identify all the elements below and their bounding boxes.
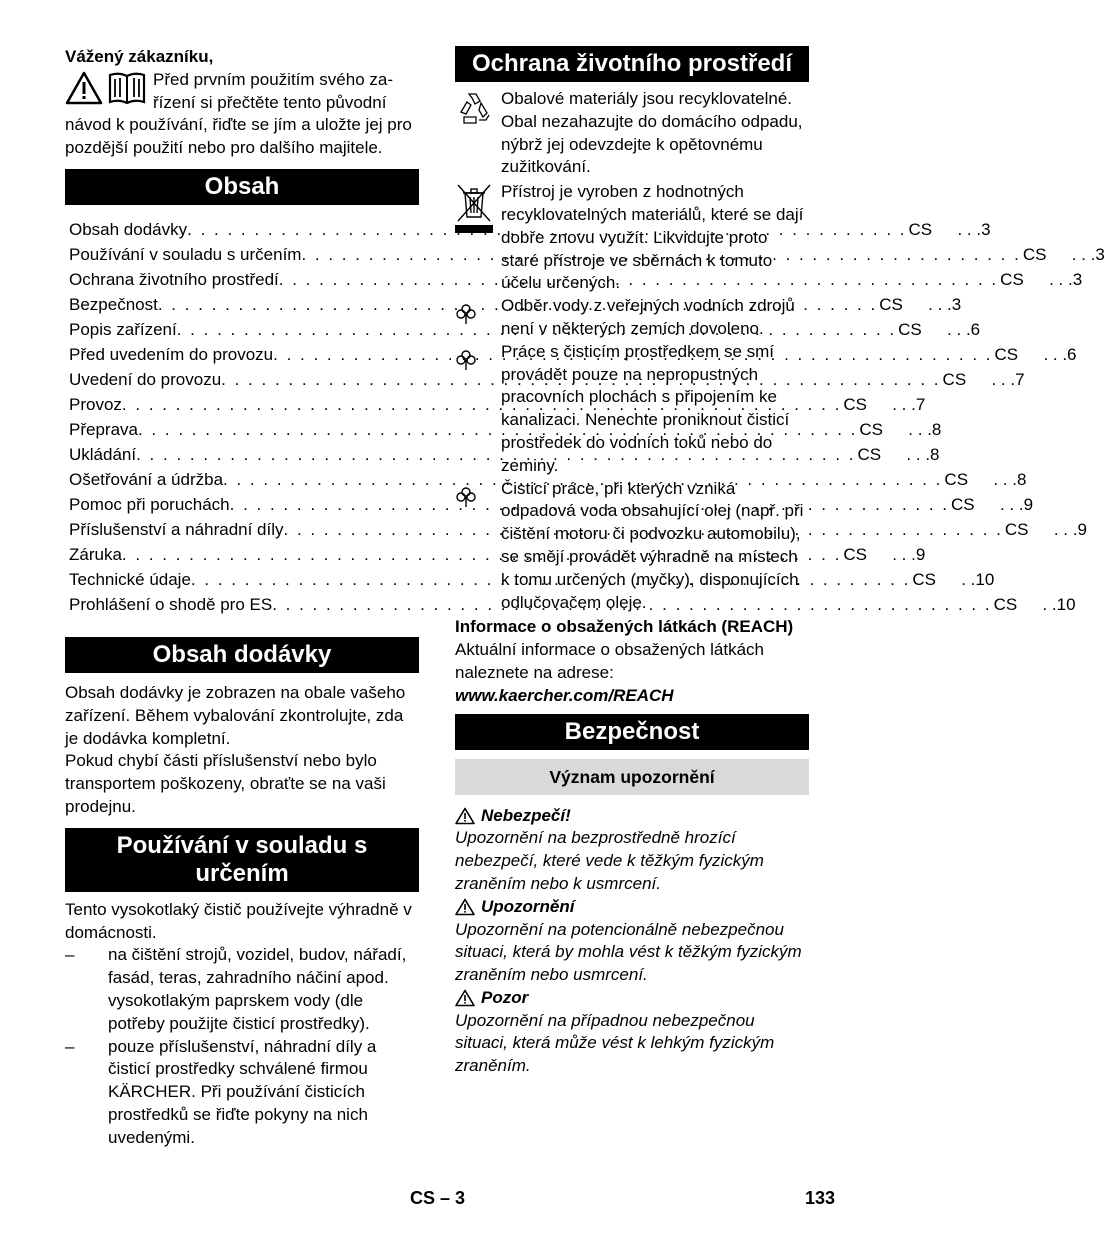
- toc-row[interactable]: [69, 244, 1105, 269]
- environment-item-text: Přístroj je vyroben z hodnotných recyklovatelných materiálů, které se dají dobře znovu využít. Likvidujte proto staré přístroje ve sběrnách k tomuto účelu určených.: [501, 182, 804, 293]
- toc-title: Bezpečnost: [69, 294, 158, 314]
- icon-cell: [455, 478, 501, 615]
- environment-item-text: Obalové materiály jsou recyklovatelné. Obal nezahazujte do domácího odpadu, nýbrž jej odevzdejte k opětovnému zužitkování.: [501, 89, 803, 177]
- safety-heading: Bezpečnost: [455, 714, 809, 750]
- crossed-bin-icon: [455, 183, 493, 223]
- toc-row[interactable]: [69, 569, 995, 594]
- toc-title: Popis zařízení: [69, 319, 177, 339]
- toc-row[interactable]: [69, 219, 991, 244]
- intro-continuation: návod k používání, řiďte se jím a uložte jej pro pozdější použití nebo pro dalšího majitele.: [65, 115, 412, 158]
- toc-language: CS: [857, 444, 882, 464]
- intro-with-icons: [65, 69, 419, 115]
- icon-cell: [455, 295, 501, 341]
- toc-page-number: . . .3: [1049, 269, 1083, 289]
- toc-page-number: . . .6: [1043, 344, 1077, 364]
- list-item: [65, 1036, 419, 1150]
- toc-title: Používání v souladu s určením: [69, 244, 302, 264]
- warning-label: Upozornění: [481, 896, 575, 916]
- dash-bullet: –: [65, 1036, 75, 1056]
- toc-row[interactable]: [69, 544, 926, 569]
- toc-language: CS: [1000, 269, 1024, 289]
- toc-language: CS: [912, 569, 936, 589]
- environment-item: [455, 88, 809, 179]
- warning-label: Pozor: [481, 987, 529, 1007]
- warning-text: Upozornění na bezprostředně hrozící nebezpečí, které vede k těžkým fyzickým zraněním nebo k usmrcení.: [455, 828, 764, 893]
- environment-item: [455, 341, 809, 478]
- toc-row[interactable]: [69, 344, 1077, 369]
- toc-page-number: . . .9: [892, 544, 926, 564]
- toc-language: CS: [942, 369, 967, 389]
- clover-icon: [455, 349, 477, 371]
- toc-page-number: . . .3: [1071, 244, 1105, 264]
- warning-text: Upozornění na potencionálně nebezpečnou situaci, která by mohla vést k těžkým fyzickým zraněním nebo usmrcení.: [455, 919, 802, 985]
- toc-language: CS: [944, 469, 969, 489]
- toc-language: CS: [879, 294, 903, 314]
- warning-label: Nebezpečí!: [481, 805, 571, 825]
- toc-title: Prohlášení o shodě pro ES: [69, 594, 273, 614]
- toc-language: CS: [859, 419, 883, 439]
- intended-use-paragraph: Tento vysokotlaký čistič používejte výhradně v domácnosti.: [65, 899, 412, 942]
- intro-line-2: řízení si přečtěte tento původní: [153, 92, 387, 112]
- toc-title: Uvedení do provozu: [69, 369, 222, 389]
- environment-item: [455, 478, 809, 615]
- toc-language: CS: [993, 594, 1018, 614]
- toc-page-number: . . .9: [999, 494, 1034, 514]
- toc-title: Ochrana životního prostředí: [69, 269, 279, 289]
- reach-url-link[interactable]: www.kaercher.com/REACH: [455, 685, 674, 705]
- warning-triangle-icon: [65, 71, 103, 105]
- toc-page-number: . .10: [1042, 594, 1076, 614]
- toc-page-number: . . .6: [947, 319, 981, 339]
- toc-title: Záruka: [69, 544, 122, 564]
- toc-page-number: . . .3: [957, 219, 991, 239]
- toc-page-number: . . .9: [1053, 519, 1087, 539]
- delivery-paragraph-1: Obsah dodávky je zobrazen na obale vašeho zařízení. Během vybalování zkontrolujte, zda je dodávka kompletní.: [65, 682, 406, 748]
- footer-section-code: CS – 3: [410, 1188, 466, 1208]
- footer-page-number: 133: [804, 1188, 835, 1208]
- warning-triangle-icon: [455, 807, 475, 825]
- toc-language: CS: [843, 544, 867, 564]
- safety-subheading: Význam upozornění: [455, 759, 809, 795]
- toc-page-number: . .10: [961, 569, 995, 589]
- manual-book-icon: [107, 71, 147, 105]
- toc-title: Technické údaje: [69, 569, 191, 589]
- environment-item-text: Práce s čisticím prostředkem se smí provádět pouze na nepropustných pracovních plochách s připojením ke kanalizaci. Nenechte proniknout čisticí prostředek do vodních toků nebo do zeminy.: [501, 341, 790, 475]
- environment-item: [455, 181, 809, 295]
- warning-text: Upozornění na případnou nebezpečnou situaci, která může vést k lehkým fyzickým zraněním.: [455, 1010, 775, 1076]
- icon-cell: [455, 341, 501, 478]
- toc-language: CS: [994, 344, 1019, 364]
- toc-row[interactable]: [69, 444, 940, 469]
- toc-title: Obsah dodávky: [69, 219, 188, 239]
- environment-heading: Ochrana životního prostředí: [455, 46, 809, 82]
- clover-icon: [455, 303, 477, 325]
- warning-label-row: [455, 987, 809, 1010]
- warning-block: [455, 805, 809, 896]
- toc-page-number: . . .7: [892, 394, 926, 414]
- environment-item-text: Čisticí práce, při kterých vzniká odpadová voda obsahující olej (např. při čištění motoru či podvozku automobilu), se smějí provádět výhradně na místech k tomu určených (myčky), disponujících odlučovačem oleje.: [501, 478, 804, 612]
- toc-row[interactable]: [69, 519, 1087, 544]
- warning-block: [455, 987, 809, 1078]
- toc-row[interactable]: [69, 369, 1025, 394]
- intro-line-1: Před prvním použitím svého za-: [153, 69, 393, 89]
- list-item: [65, 944, 419, 1035]
- toc-title: Pomoc při poruchách: [69, 494, 230, 514]
- delivery-heading: Obsah dodávky: [65, 637, 419, 673]
- toc-page-number: . . .8: [993, 469, 1027, 489]
- bin-underbar: [455, 225, 493, 233]
- clover-icon: [455, 486, 477, 508]
- toc-page-number: . . .8: [906, 444, 940, 464]
- environment-item: [455, 295, 809, 341]
- toc-language: CS: [908, 219, 933, 239]
- warning-triangle-icon: [455, 898, 475, 916]
- toc-page-number: . . .7: [991, 369, 1025, 389]
- toc-language: CS: [898, 319, 922, 339]
- environment-item-text: Odběr vody z veřejných vodních zdrojů není v některých zemích dovoleno.: [501, 296, 795, 338]
- toc-row[interactable]: [69, 594, 1076, 619]
- intended-use-heading: Používání v souladu s určením: [65, 828, 419, 892]
- toc-row[interactable]: [69, 469, 1027, 494]
- toc-language: CS: [1004, 519, 1029, 539]
- intro-icon-lines: [153, 69, 419, 115]
- warning-label-row: [455, 805, 809, 828]
- toc-language: CS: [951, 494, 975, 514]
- toc-row[interactable]: [69, 319, 981, 344]
- list-item-text: na čištění strojů, vozidel, budov, nářadí, fasád, teras, zahradního náčiní apod. vysokotlakým paprskem vody (dle potřeby použijte čisticí prostředky).: [108, 945, 407, 1033]
- toc-title: Ukládání: [69, 444, 137, 464]
- warning-label-row: [455, 896, 809, 919]
- icon-cell: [455, 88, 501, 179]
- toc-row[interactable]: [69, 394, 926, 419]
- toc-page-number: . . .3: [928, 294, 962, 314]
- toc-row[interactable]: [69, 419, 942, 444]
- icon-cell: [455, 181, 501, 295]
- toc-title: Příslušenství a náhradní díly: [69, 519, 284, 539]
- reach-heading: Informace o obsažených látkách (REACH): [455, 617, 794, 637]
- delivery-paragraph-2: Pokud chybí části příslušenství nebo bylo transportem poškozeny, obraťte se na vaši prodejnu.: [65, 751, 386, 816]
- toc-title: Přeprava: [69, 419, 138, 439]
- toc-title: Ošetřování a údržba: [69, 469, 224, 489]
- list-item-text: pouze příslušenství, náhradní díly a čisticí prostředky schválené firmou KÄRCHER. Při používání čisticích prostředků se řiďte pokyny na nich uvedenými.: [108, 1036, 377, 1147]
- warning-block: [455, 896, 809, 987]
- intro-icons: [65, 69, 153, 115]
- dash-bullet: –: [65, 945, 75, 965]
- toc-title: Před uvedením do provozu: [69, 344, 274, 364]
- toc-row[interactable]: [69, 494, 1034, 519]
- greeting: Vážený zákazníku,: [65, 47, 214, 66]
- warning-triangle-icon: [455, 989, 475, 1007]
- toc-language: CS: [843, 394, 867, 414]
- recycling-icon: [455, 90, 493, 128]
- toc-title: Provoz: [69, 394, 122, 414]
- toc-heading: Obsah: [65, 169, 419, 205]
- reach-text: Aktuální informace o obsažených látkách naleznete na adrese:: [455, 640, 765, 682]
- toc-language: CS: [1022, 244, 1047, 264]
- toc-row[interactable]: [69, 269, 1083, 294]
- toc-page-number: . . .8: [908, 419, 942, 439]
- right-column: [455, 46, 809, 1078]
